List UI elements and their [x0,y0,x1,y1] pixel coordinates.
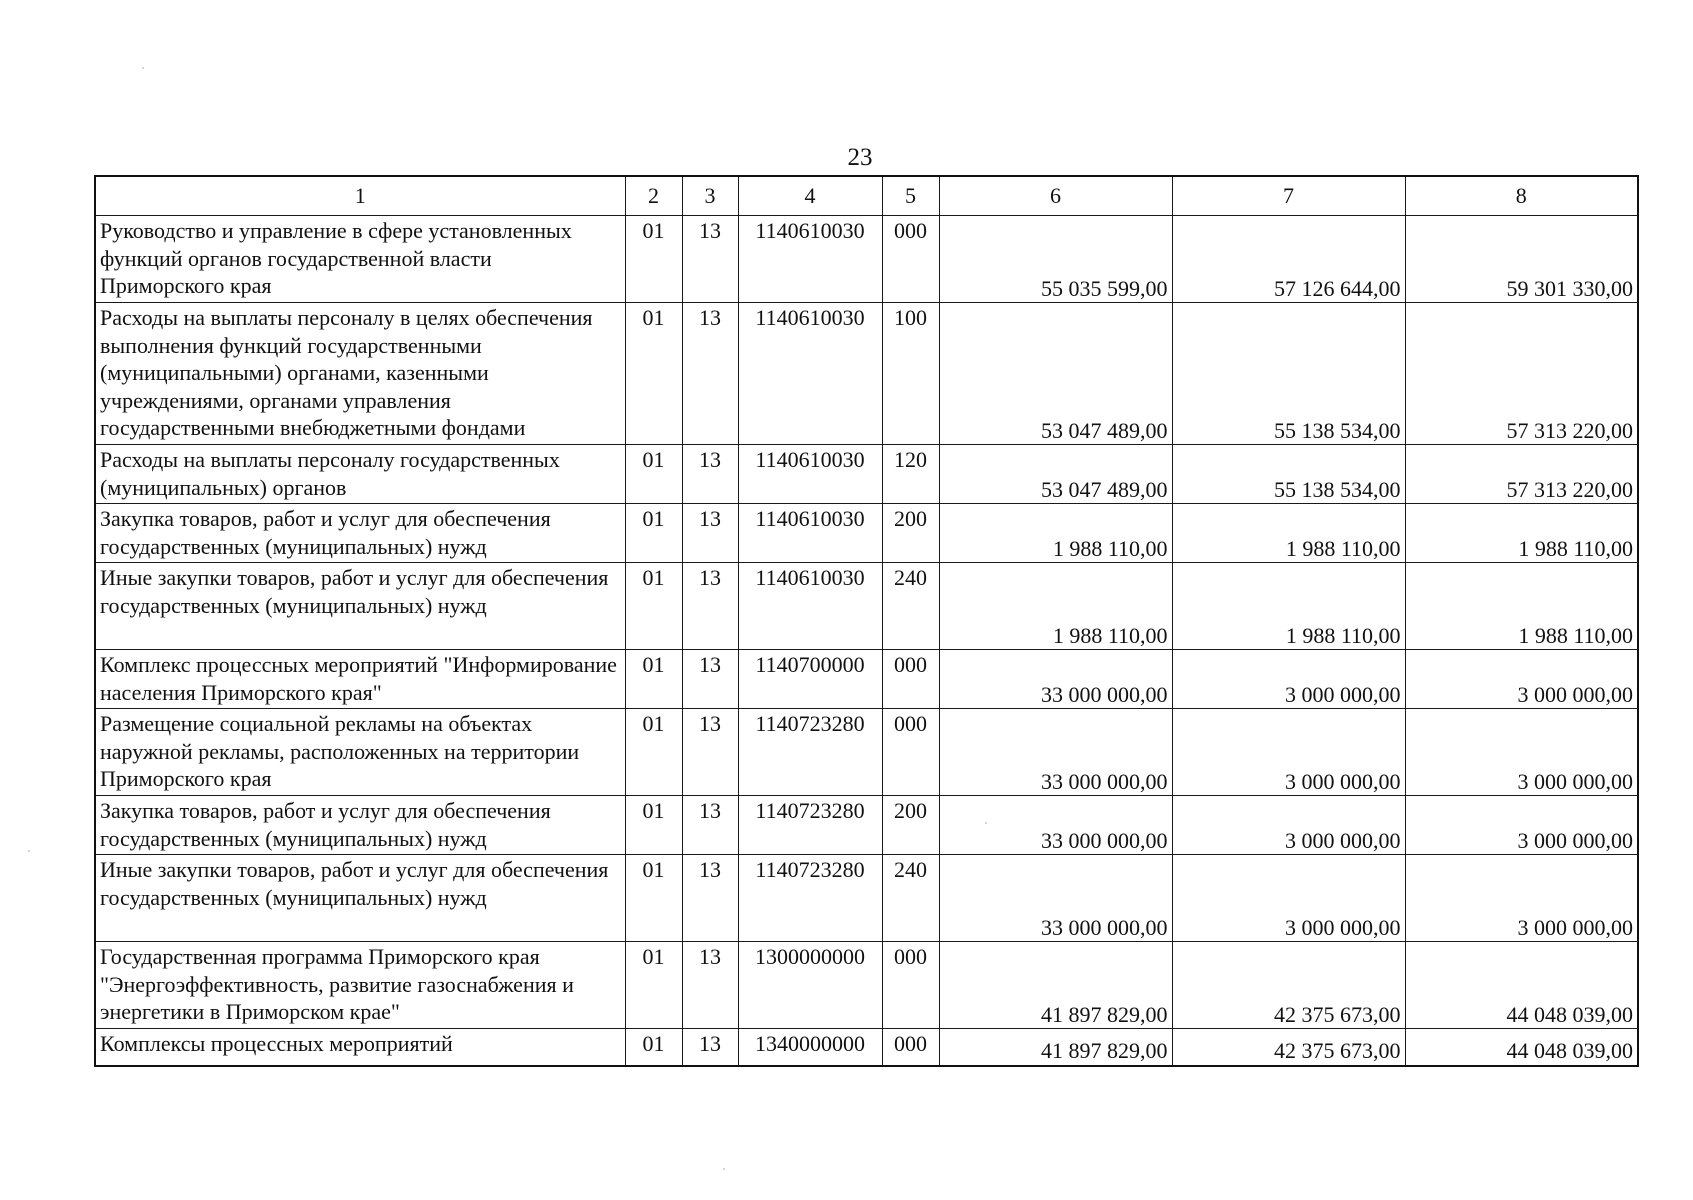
table-row [95,563,1638,650]
expense-type-code: 200 [882,504,939,563]
section-code: 01 [625,942,682,1029]
table-row [95,709,1638,796]
subsection-code: 13 [682,709,738,796]
target-article-code: 1140610030 [738,563,882,650]
subsection-code: 13 [682,563,738,650]
amount-col7: 3 000 000,00 [1172,855,1405,942]
expense-type-code: 240 [882,563,939,650]
expense-name: Комплексы процессных мероприятий [95,1029,625,1066]
expense-type-code: 200 [882,796,939,855]
section-code: 01 [625,1029,682,1066]
amount-col8: 3 000 000,00 [1405,855,1638,942]
target-article-code: 1140723280 [738,709,882,796]
amount-col8: 3 000 000,00 [1405,709,1638,796]
column-header: 7 [1172,176,1405,216]
target-article-code: 1340000000 [738,1029,882,1066]
amount-col8: 44 048 039,00 [1405,1029,1638,1066]
amount-col6: 41 897 829,00 [939,1029,1172,1066]
scan-speck [28,850,30,852]
amount-col6: 1 988 110,00 [939,504,1172,563]
target-article-code: 1140723280 [738,796,882,855]
target-article-code: 1140610030 [738,303,882,445]
amount-col8: 44 048 039,00 [1405,942,1638,1029]
table-row [95,650,1638,709]
table-row [95,855,1638,942]
subsection-code: 13 [682,216,738,303]
amount-col7: 42 375 673,00 [1172,942,1405,1029]
amount-col7: 55 138 534,00 [1172,303,1405,445]
table-row [95,303,1638,445]
amount-col6: 33 000 000,00 [939,855,1172,942]
subsection-code: 13 [682,942,738,1029]
expense-name: Расходы на выплаты персоналу в целях обеспечения выполнения функций государственными (муниципальными) органами, казенными учреждениями, органами управления государственными внебюджетными фондами [95,303,625,445]
amount-col6: 33 000 000,00 [939,709,1172,796]
amount-col7: 3 000 000,00 [1172,650,1405,709]
expense-type-code: 000 [882,216,939,303]
column-header: 4 [738,176,882,216]
expense-name: Иные закупки товаров, работ и услуг для обеспечения государственных (муниципальных) нужд [95,563,625,650]
expense-type-code: 120 [882,445,939,504]
amount-col6: 41 897 829,00 [939,942,1172,1029]
amount-col6: 53 047 489,00 [939,303,1172,445]
expense-name: Закупка товаров, работ и услуг для обеспечения государственных (муниципальных) нужд [95,504,625,563]
expense-name: Государственная программа Приморского края "Энергоэффективность, развитие газоснабжения и энергетики в Приморском крае" [95,942,625,1029]
subsection-code: 13 [682,504,738,563]
scan-speck [723,1168,725,1170]
amount-col7: 1 988 110,00 [1172,563,1405,650]
expense-type-code: 000 [882,942,939,1029]
target-article-code: 1140723280 [738,855,882,942]
page-number: 23 [847,144,873,171]
amount-col7: 42 375 673,00 [1172,1029,1405,1066]
section-code: 01 [625,216,682,303]
section-code: 01 [625,303,682,445]
column-header: 1 [95,176,625,216]
subsection-code: 13 [682,796,738,855]
target-article-code: 1140700000 [738,650,882,709]
expense-name: Расходы на выплаты персоналу государственных (муниципальных) органов [95,445,625,504]
target-article-code: 1140610030 [738,504,882,563]
section-code: 01 [625,504,682,563]
section-code: 01 [625,445,682,504]
amount-col6: 33 000 000,00 [939,650,1172,709]
amount-col6: 53 047 489,00 [939,445,1172,504]
amount-col6: 1 988 110,00 [939,563,1172,650]
amount-col7: 55 138 534,00 [1172,445,1405,504]
amount-col8: 1 988 110,00 [1405,563,1638,650]
target-article-code: 1140610030 [738,445,882,504]
expense-name: Размещение социальной рекламы на объектах наружной рекламы, расположенных на территории Приморского края [95,709,625,796]
amount-col8: 57 313 220,00 [1405,303,1638,445]
amount-col8: 3 000 000,00 [1405,796,1638,855]
column-header: 8 [1405,176,1638,216]
table-row [95,796,1638,855]
amount-col8: 59 301 330,00 [1405,216,1638,303]
section-code: 01 [625,709,682,796]
amount-col8: 1 988 110,00 [1405,504,1638,563]
amount-col6: 33 000 000,00 [939,796,1172,855]
column-header: 6 [939,176,1172,216]
expense-type-code: 000 [882,709,939,796]
subsection-code: 13 [682,1029,738,1066]
scan-speck [142,67,144,69]
column-header: 5 [882,176,939,216]
table-row [95,445,1638,504]
target-article-code: 1140610030 [738,216,882,303]
amount-col8: 57 313 220,00 [1405,445,1638,504]
amount-col6: 55 035 599,00 [939,216,1172,303]
expense-name: Закупка товаров, работ и услуг для обеспечения государственных (муниципальных) нужд [95,796,625,855]
table-row [95,1029,1638,1066]
column-header: 2 [625,176,682,216]
section-code: 01 [625,796,682,855]
subsection-code: 13 [682,303,738,445]
target-article-code: 1300000000 [738,942,882,1029]
expense-name: Руководство и управление в сфере установленных функций органов государственной власти Приморского края [95,216,625,303]
amount-col7: 3 000 000,00 [1172,796,1405,855]
expense-type-code: 240 [882,855,939,942]
amount-col7: 1 988 110,00 [1172,504,1405,563]
table-row [95,504,1638,563]
table-row [95,216,1638,303]
section-code: 01 [625,855,682,942]
expense-name: Иные закупки товаров, работ и услуг для обеспечения государственных (муниципальных) нужд [95,855,625,942]
amount-col8: 3 000 000,00 [1405,650,1638,709]
table-row [95,942,1638,1029]
expense-type-code: 000 [882,650,939,709]
subsection-code: 13 [682,445,738,504]
budget-table [94,175,1639,1067]
amount-col7: 57 126 644,00 [1172,216,1405,303]
expense-type-code: 100 [882,303,939,445]
expense-type-code: 000 [882,1029,939,1066]
expense-name: Комплекс процессных мероприятий "Информирование населения Приморского края" [95,650,625,709]
subsection-code: 13 [682,650,738,709]
amount-col7: 3 000 000,00 [1172,709,1405,796]
subsection-code: 13 [682,855,738,942]
header-row [95,176,1638,216]
section-code: 01 [625,563,682,650]
column-header: 3 [682,176,738,216]
section-code: 01 [625,650,682,709]
